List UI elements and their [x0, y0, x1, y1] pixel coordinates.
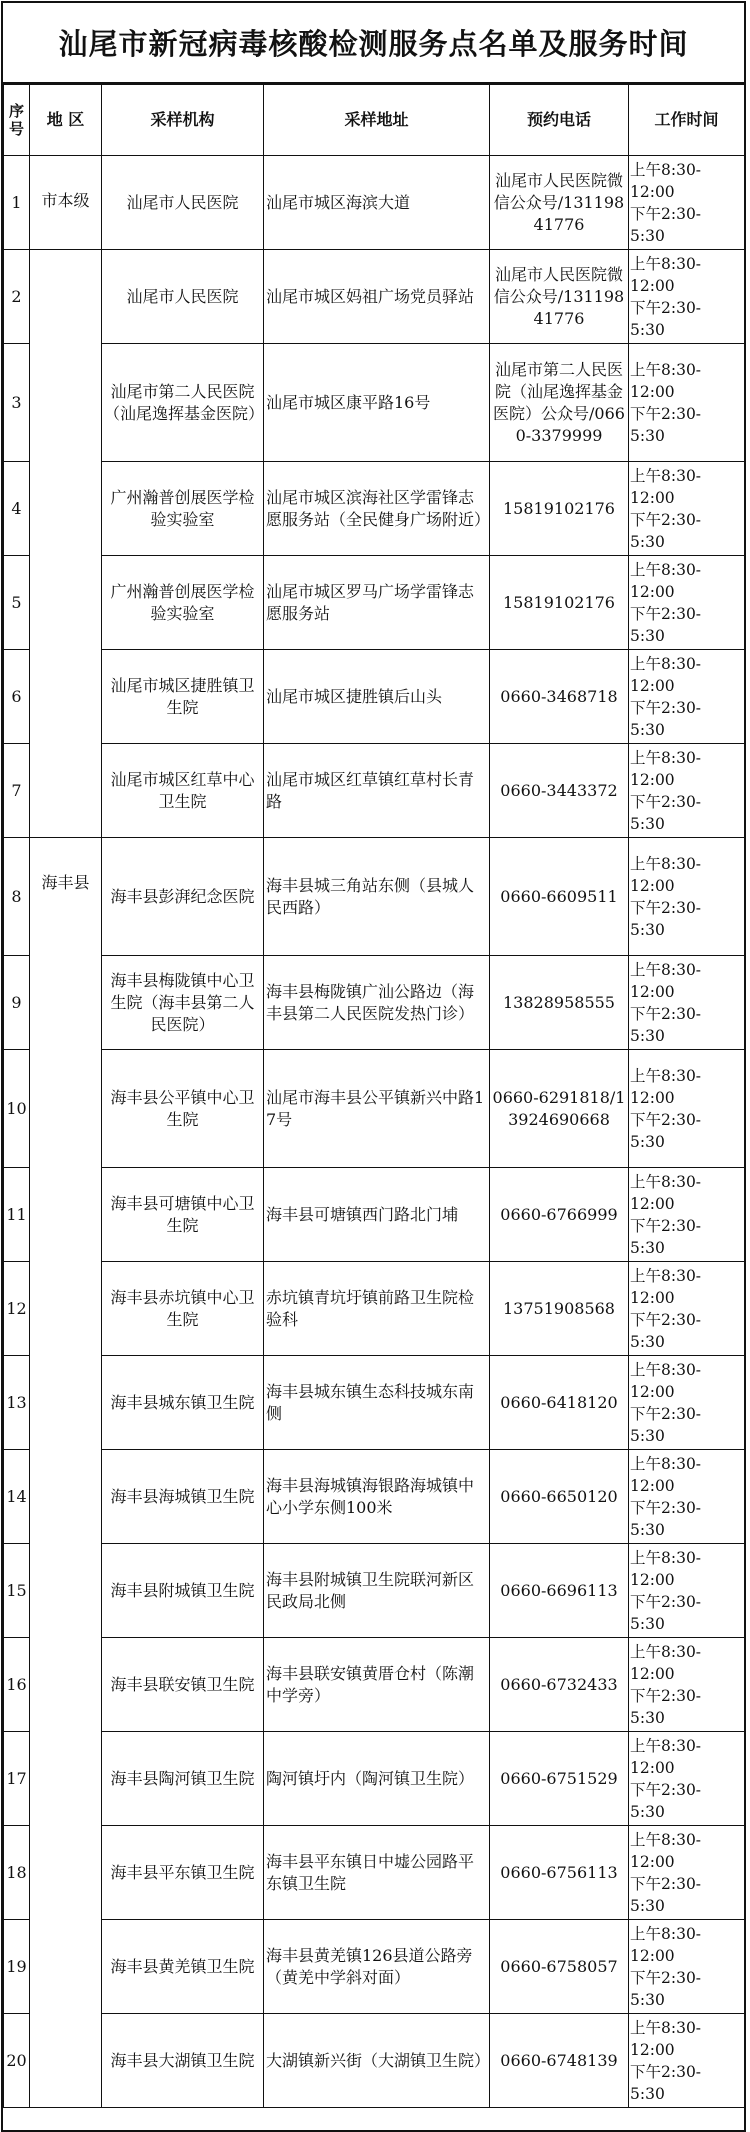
work-hours-line: 12:00 — [630, 876, 675, 895]
work-hours-line: 12:00 — [630, 1946, 675, 1965]
work-hours — [629, 1920, 745, 2014]
work-hours-line: 上午8:30- — [630, 360, 702, 379]
work-hours — [629, 250, 745, 344]
table-row — [4, 838, 745, 956]
work-hours — [629, 1356, 745, 1450]
table-row — [4, 1262, 745, 1356]
work-hours — [629, 1262, 745, 1356]
row-number: 9 — [4, 956, 30, 1050]
work-hours-line: 下午2:30- — [630, 1968, 702, 1987]
row-number: 20 — [4, 2014, 30, 2108]
table-row — [4, 250, 745, 344]
work-hours-line: 12:00 — [630, 1088, 675, 1107]
table-row — [4, 1168, 745, 1262]
sampling-address: 海丰县城东镇生态科技城东南侧 — [264, 1356, 490, 1450]
work-hours-line: 12:00 — [630, 182, 675, 201]
booking-phone: 0660-6418120 — [490, 1356, 629, 1450]
sampling-address: 汕尾市城区康平路16号 — [264, 344, 490, 462]
work-hours-line: 上午8:30- — [630, 1266, 702, 1285]
sampling-org: 海丰县大湖镇卫生院 — [102, 2014, 264, 2108]
work-hours-line: 5:30 — [630, 320, 665, 339]
header-org: 采样机构 — [102, 85, 264, 156]
work-hours-line: 5:30 — [630, 626, 665, 645]
service-points-table — [3, 84, 745, 2108]
table-header-row — [4, 85, 745, 156]
sampling-address: 陶河镇圩内（陶河镇卫生院） — [264, 1732, 490, 1826]
work-hours-line: 上午8:30- — [630, 1172, 702, 1191]
work-hours-line: 5:30 — [630, 2084, 665, 2103]
sampling-org: 汕尾市人民医院 — [102, 156, 264, 250]
table-row — [4, 462, 745, 556]
work-hours-line: 下午2:30- — [630, 698, 702, 717]
work-hours-line: 5:30 — [630, 1708, 665, 1727]
work-hours-line: 上午8:30- — [630, 854, 702, 873]
work-hours-line: 上午8:30- — [630, 1066, 702, 1085]
row-number: 12 — [4, 1262, 30, 1356]
work-hours-line: 上午8:30- — [630, 1642, 702, 1661]
work-hours-line: 12:00 — [630, 2040, 675, 2059]
row-number: 2 — [4, 250, 30, 344]
row-number: 7 — [4, 744, 30, 838]
sampling-org: 汕尾市城区红草中心卫生院 — [102, 744, 264, 838]
work-hours-line: 12:00 — [630, 382, 675, 401]
work-hours-line: 上午8:30- — [630, 254, 702, 273]
work-hours-line: 上午8:30- — [630, 2018, 702, 2037]
row-number: 18 — [4, 1826, 30, 1920]
document-title: 汕尾市新冠病毒核酸检测服务点名单及服务时间 — [3, 3, 744, 84]
row-number: 3 — [4, 344, 30, 462]
table-row — [4, 1826, 745, 1920]
table-row — [4, 650, 745, 744]
work-hours-line: 5:30 — [630, 426, 665, 445]
row-number: 17 — [4, 1732, 30, 1826]
work-hours-line: 下午2:30- — [630, 1874, 702, 1893]
work-hours-line: 12:00 — [630, 1194, 675, 1213]
work-hours-line: 下午2:30- — [630, 1310, 702, 1329]
table-row — [4, 1356, 745, 1450]
row-number: 4 — [4, 462, 30, 556]
table-row — [4, 1732, 745, 1826]
work-hours-line: 下午2:30- — [630, 1498, 702, 1517]
table-row — [4, 156, 745, 250]
header-phone: 预约电话 — [490, 85, 629, 156]
sampling-org: 广州瀚普创展医学检验实验室 — [102, 462, 264, 556]
work-hours-line: 5:30 — [630, 1990, 665, 2009]
work-hours-line: 12:00 — [630, 676, 675, 695]
sampling-org: 海丰县附城镇卫生院 — [102, 1544, 264, 1638]
booking-phone: 13828958555 — [490, 956, 629, 1050]
work-hours-line: 5:30 — [630, 720, 665, 739]
row-number: 10 — [4, 1050, 30, 1168]
booking-phone: 汕尾市第二人民医院（汕尾逸挥基金医院）公众号/0660-3379999 — [490, 344, 629, 462]
table-row — [4, 1050, 745, 1168]
work-hours-line: 5:30 — [630, 814, 665, 833]
row-number: 11 — [4, 1168, 30, 1262]
work-hours — [629, 838, 745, 956]
sampling-address: 海丰县城三角站东侧（县城人民西路） — [264, 838, 490, 956]
sampling-org: 海丰县黄羌镇卫生院 — [102, 1920, 264, 2014]
work-hours — [629, 1638, 745, 1732]
sampling-org: 海丰县可塘镇中心卫生院 — [102, 1168, 264, 1262]
sampling-org: 海丰县陶河镇卫生院 — [102, 1732, 264, 1826]
booking-phone: 0660-6748139 — [490, 2014, 629, 2108]
sampling-org: 海丰县赤坑镇中心卫生院 — [102, 1262, 264, 1356]
work-hours-line: 上午8:30- — [630, 1830, 702, 1849]
booking-phone: 汕尾市人民医院微信公众号/13119841776 — [490, 156, 629, 250]
work-hours-line: 上午8:30- — [630, 960, 702, 979]
work-hours-line: 上午8:30- — [630, 160, 702, 179]
row-number: 6 — [4, 650, 30, 744]
work-hours — [629, 1050, 745, 1168]
row-number: 14 — [4, 1450, 30, 1544]
sampling-address: 海丰县梅陇镇广汕公路边（海丰县第二人民医院发热门诊） — [264, 956, 490, 1050]
work-hours — [629, 2014, 745, 2108]
work-hours-line: 上午8:30- — [630, 466, 702, 485]
work-hours — [629, 1732, 745, 1826]
booking-phone: 0660-6291818/13924690668 — [490, 1050, 629, 1168]
work-hours-line: 12:00 — [630, 1758, 675, 1777]
sampling-org: 海丰县公平镇中心卫生院 — [102, 1050, 264, 1168]
work-hours — [629, 344, 745, 462]
work-hours — [629, 462, 745, 556]
sampling-address: 汕尾市城区妈祖广场党员驿站 — [264, 250, 490, 344]
work-hours — [629, 556, 745, 650]
row-number: 13 — [4, 1356, 30, 1450]
work-hours-line: 12:00 — [630, 1476, 675, 1495]
sampling-address: 海丰县可塘镇西门路北门埔 — [264, 1168, 490, 1262]
table-row — [4, 2014, 745, 2108]
header-hours: 工作时间 — [629, 85, 745, 156]
row-number: 8 — [4, 838, 30, 956]
table-row — [4, 556, 745, 650]
work-hours-line: 5:30 — [630, 1132, 665, 1151]
work-hours — [629, 956, 745, 1050]
work-hours-line: 5:30 — [630, 1426, 665, 1445]
work-hours-line: 5:30 — [630, 1896, 665, 1915]
work-hours-line: 12:00 — [630, 1570, 675, 1589]
booking-phone: 0660-3443372 — [490, 744, 629, 838]
work-hours-line: 5:30 — [630, 1802, 665, 1821]
work-hours-line: 12:00 — [630, 1288, 675, 1307]
work-hours-line: 12:00 — [630, 1382, 675, 1401]
work-hours-line: 5:30 — [630, 1332, 665, 1351]
work-hours-line: 12:00 — [630, 1852, 675, 1871]
work-hours-line: 上午8:30- — [630, 1548, 702, 1567]
work-hours-line: 12:00 — [630, 1664, 675, 1683]
table-row — [4, 956, 745, 1050]
work-hours-line: 下午2:30- — [630, 1216, 702, 1235]
work-hours-line: 下午2:30- — [630, 898, 702, 917]
work-hours-line: 12:00 — [630, 582, 675, 601]
work-hours-line: 上午8:30- — [630, 1360, 702, 1379]
row-number: 1 — [4, 156, 30, 250]
sampling-org: 汕尾市第二人民医院（汕尾逸挥基金医院） — [102, 344, 264, 462]
work-hours-line: 下午2:30- — [630, 1686, 702, 1705]
booking-phone: 15819102176 — [490, 556, 629, 650]
work-hours-line: 5:30 — [630, 532, 665, 551]
work-hours-line: 下午2:30- — [630, 1592, 702, 1611]
service-list-document — [1, 1, 746, 2132]
work-hours-line: 5:30 — [630, 1238, 665, 1257]
booking-phone: 0660-6751529 — [490, 1732, 629, 1826]
region-cell: 海丰县 — [30, 838, 102, 2108]
sampling-address: 汕尾市城区捷胜镇后山头 — [264, 650, 490, 744]
work-hours-line: 上午8:30- — [630, 654, 702, 673]
work-hours-line: 12:00 — [630, 982, 675, 1001]
booking-phone: 0660-6732433 — [490, 1638, 629, 1732]
work-hours-line: 下午2:30- — [630, 1004, 702, 1023]
work-hours-line: 上午8:30- — [630, 560, 702, 579]
booking-phone: 0660-6756113 — [490, 1826, 629, 1920]
work-hours-line: 上午8:30- — [630, 1454, 702, 1473]
table-row — [4, 744, 745, 838]
work-hours-line: 下午2:30- — [630, 604, 702, 623]
sampling-address: 汕尾市城区海滨大道 — [264, 156, 490, 250]
work-hours-line: 12:00 — [630, 770, 675, 789]
work-hours — [629, 744, 745, 838]
work-hours-line: 上午8:30- — [630, 1736, 702, 1755]
work-hours-line: 5:30 — [630, 1026, 665, 1045]
work-hours-line: 12:00 — [630, 488, 675, 507]
sampling-org: 海丰县城东镇卫生院 — [102, 1356, 264, 1450]
work-hours-line: 下午2:30- — [630, 1780, 702, 1799]
work-hours-line: 上午8:30- — [630, 1924, 702, 1943]
work-hours-line: 下午2:30- — [630, 204, 702, 223]
booking-phone: 0660-6766999 — [490, 1168, 629, 1262]
sampling-address: 海丰县联安镇黄厝仓村（陈潮中学旁） — [264, 1638, 490, 1732]
booking-phone: 汕尾市人民医院微信公众号/13119841776 — [490, 250, 629, 344]
sampling-org: 汕尾市人民医院 — [102, 250, 264, 344]
sampling-org: 海丰县联安镇卫生院 — [102, 1638, 264, 1732]
work-hours-line: 下午2:30- — [630, 1110, 702, 1129]
work-hours-line: 上午8:30- — [630, 748, 702, 767]
sampling-address: 汕尾市城区滨海社区学雷锋志愿服务站（全民健身广场附近） — [264, 462, 490, 556]
booking-phone: 0660-3468718 — [490, 650, 629, 744]
sampling-address: 海丰县平东镇日中墟公园路平东镇卫生院 — [264, 1826, 490, 1920]
work-hours — [629, 1168, 745, 1262]
sampling-address: 大湖镇新兴街（大湖镇卫生院） — [264, 2014, 490, 2108]
work-hours-line: 下午2:30- — [630, 1404, 702, 1423]
sampling-org: 广州瀚普创展医学检验实验室 — [102, 556, 264, 650]
table-row — [4, 1638, 745, 1732]
work-hours-line: 5:30 — [630, 1520, 665, 1539]
sampling-org: 海丰县梅陇镇中心卫生院（海丰县第二人民医院） — [102, 956, 264, 1050]
header-index: 序号 — [4, 85, 30, 156]
work-hours-line: 下午2:30- — [630, 510, 702, 529]
sampling-address: 海丰县海城镇海银路海城镇中心小学东侧100米 — [264, 1450, 490, 1544]
table-row — [4, 1920, 745, 2014]
header-address: 采样地址 — [264, 85, 490, 156]
work-hours-line: 5:30 — [630, 226, 665, 245]
work-hours-line: 5:30 — [630, 920, 665, 939]
booking-phone: 0660-6758057 — [490, 1920, 629, 2014]
header-region: 地 区 — [30, 85, 102, 156]
region-cell — [30, 250, 102, 838]
work-hours — [629, 1450, 745, 1544]
row-number: 15 — [4, 1544, 30, 1638]
work-hours-line: 下午2:30- — [630, 298, 702, 317]
sampling-address: 赤坑镇青坑圩镇前路卫生院检验科 — [264, 1262, 490, 1356]
booking-phone: 0660-6650120 — [490, 1450, 629, 1544]
sampling-address: 海丰县附城镇卫生院联河新区民政局北侧 — [264, 1544, 490, 1638]
sampling-address: 海丰县黄羌镇126县道公路旁（黄羌中学斜对面） — [264, 1920, 490, 2014]
sampling-address: 汕尾市城区罗马广场学雷锋志愿服务站 — [264, 556, 490, 650]
work-hours-line: 5:30 — [630, 1614, 665, 1633]
work-hours — [629, 156, 745, 250]
work-hours-line: 下午2:30- — [630, 2062, 702, 2081]
work-hours — [629, 1826, 745, 1920]
row-number: 16 — [4, 1638, 30, 1732]
work-hours-line: 下午2:30- — [630, 404, 702, 423]
work-hours — [629, 650, 745, 744]
work-hours-line: 12:00 — [630, 276, 675, 295]
row-number: 5 — [4, 556, 30, 650]
table-row — [4, 1544, 745, 1638]
sampling-address: 汕尾市海丰县公平镇新兴中路17号 — [264, 1050, 490, 1168]
booking-phone: 0660-6696113 — [490, 1544, 629, 1638]
booking-phone: 0660-6609511 — [490, 838, 629, 956]
sampling-org: 海丰县平东镇卫生院 — [102, 1826, 264, 1920]
work-hours — [629, 1544, 745, 1638]
sampling-address: 汕尾市城区红草镇红草村长青路 — [264, 744, 490, 838]
work-hours-line: 下午2:30- — [630, 792, 702, 811]
sampling-org: 海丰县彭湃纪念医院 — [102, 838, 264, 956]
table-row — [4, 344, 745, 462]
sampling-org: 海丰县海城镇卫生院 — [102, 1450, 264, 1544]
row-number: 19 — [4, 1920, 30, 2014]
table-row — [4, 1450, 745, 1544]
booking-phone: 13751908568 — [490, 1262, 629, 1356]
sampling-org: 汕尾市城区捷胜镇卫生院 — [102, 650, 264, 744]
region-cell: 市本级 — [30, 156, 102, 250]
booking-phone: 15819102176 — [490, 462, 629, 556]
